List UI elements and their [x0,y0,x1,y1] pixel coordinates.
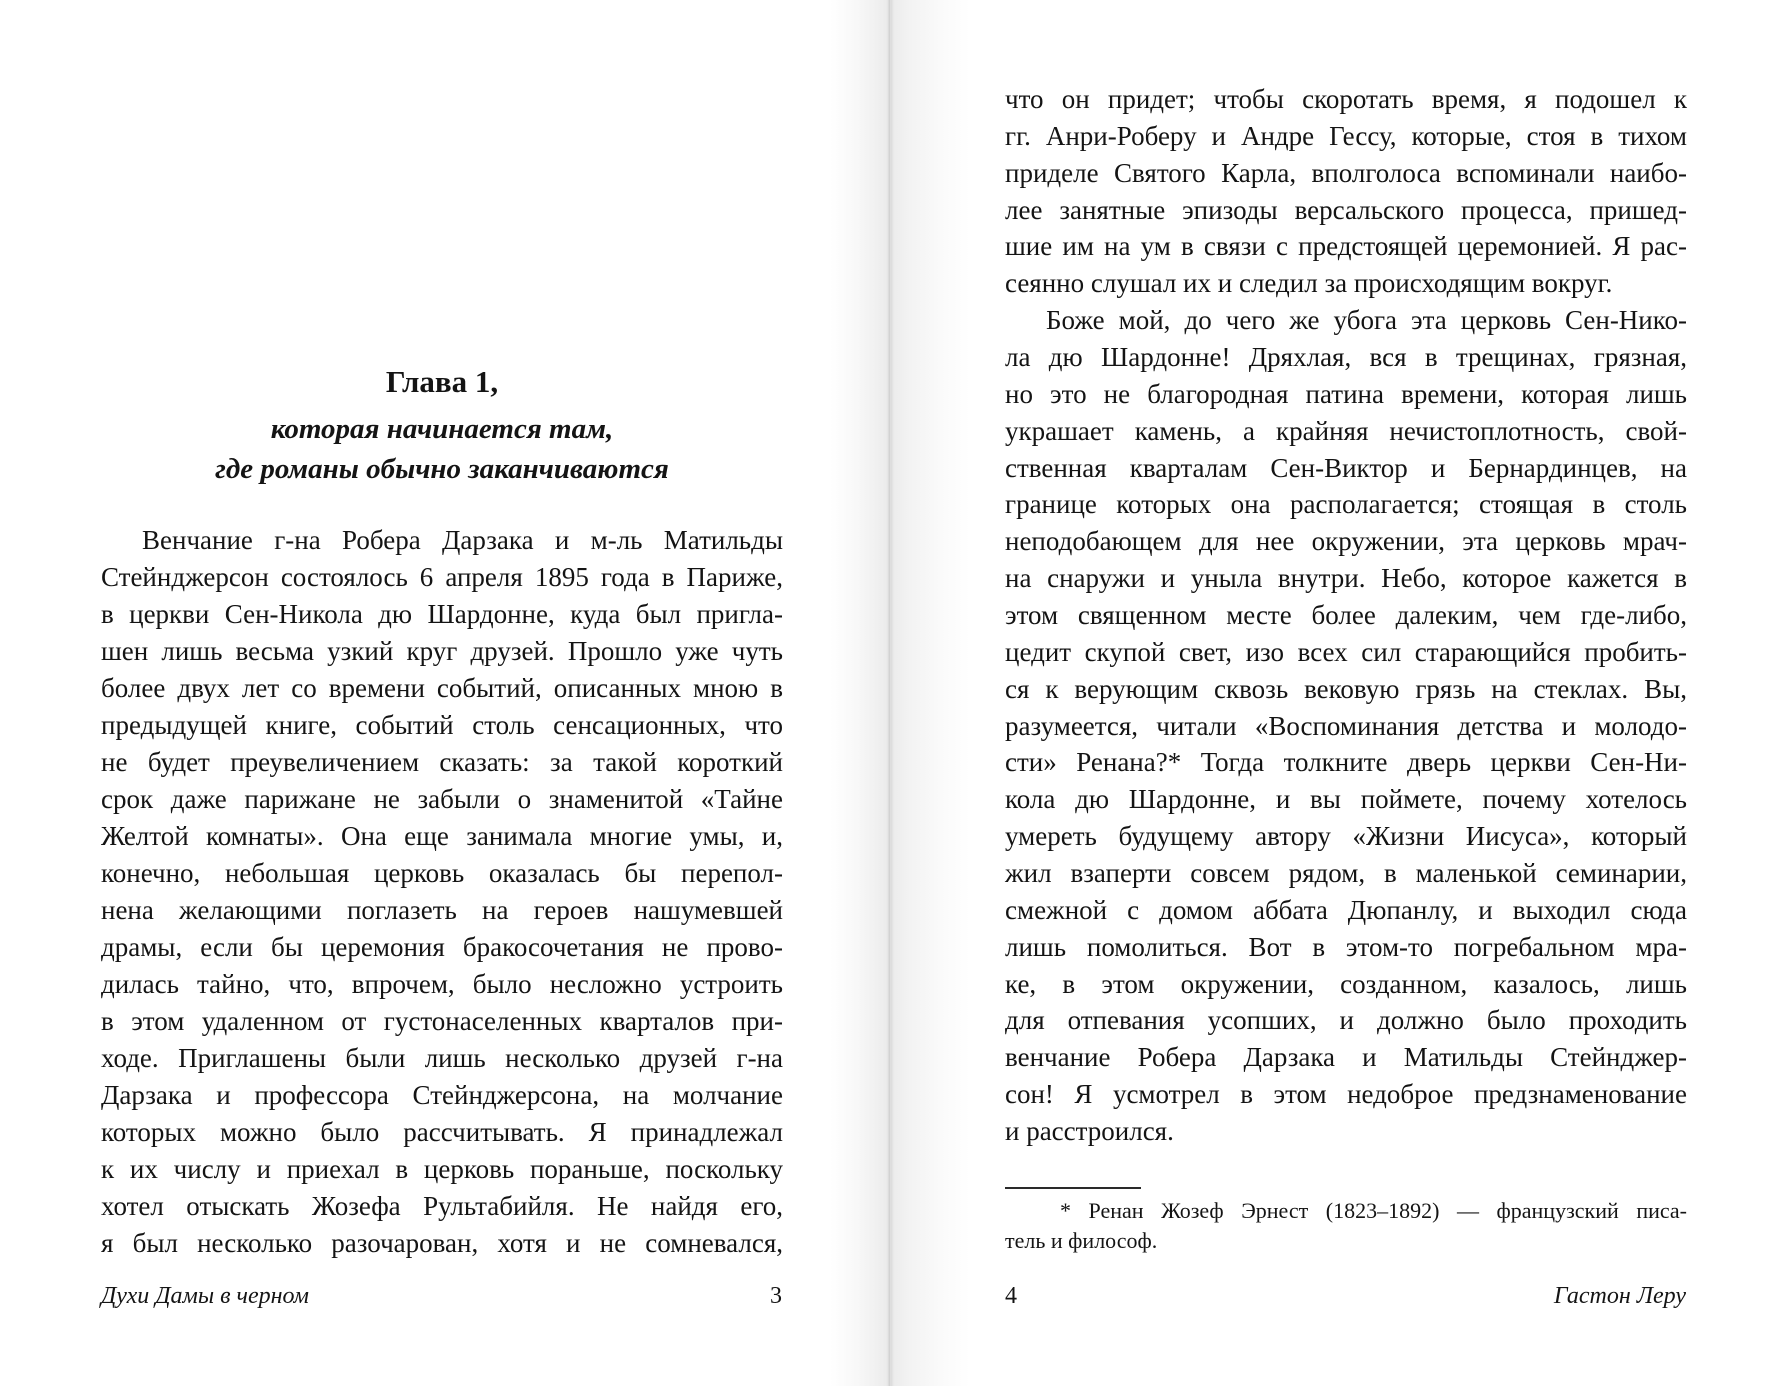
text-line: Боже мой, до чего же убога эта церковь Сен-Нико- [1046,305,1687,336]
text-line: жил взаперти совсем рядом, в маленькой семинарии, [1005,858,1687,888]
footnote [1005,1196,1687,1256]
text-line: лее занятные эпизоды версальского процесса, пришед- [1005,194,1687,225]
text-line: ся к верующим сквозь вековую грязь на стеклах. Вы, [1005,673,1687,704]
text-line: умереть будущему автору «Жизни Иисуса», который [1005,821,1687,852]
text-line: украшает камень, а крайняя нечистоплотность, свой- [1005,415,1687,446]
text-line: в этом удаленном от густонаселенных кварталов при- [101,1006,783,1036]
text-line: Дарзака и профессора Стейнджерсона, на молчание [101,1080,783,1110]
text-line: ла дю Шардонне! Дряхлая, вся в трещинах, грязная, [1005,342,1687,372]
footnote-separator [1005,1187,1141,1189]
text-line: к их числу и приехал в церковь пораньше, поскольку [101,1154,783,1184]
page-number-left: 3 [770,1283,782,1309]
text-line: ственная кварталам Сен-Виктор и Бернардинцев, на [1005,452,1687,483]
text-line: Венчание г-на Робера Дарзака и м-ль Матильды [142,525,783,555]
text-line: неподобающем для нее окружении, эта церковь мрач- [1005,526,1687,557]
text-line: кола дю Шардонне, и вы поймете, почему хотелось [1005,784,1687,815]
footnote-line: * Ренан Жозеф Эрнест (1823–1892) — французский писа- [1060,1198,1687,1223]
text-line: хотел отыскать Жозефа Рультабийля. Не найдя его, [101,1191,783,1221]
page-number-right: 4 [1005,1283,1017,1309]
text-line: но это не благородная патина времени, которая лишь [1005,378,1687,409]
running-footer-book-title: Духи Дамы в черном [101,1283,309,1309]
chapter-subtitle-line: которая начинается там, [270,413,614,445]
text-line: сти» Ренана?* Тогда толкните дверь церкви Сен-Ни- [1005,747,1687,778]
text-line: венчание Робера Дарзака и Матильды Стейнджер- [1005,1042,1687,1073]
book-spine [888,0,891,1386]
text-line: срок даже парижане не забыли о знаменитой «Тайне [101,784,783,814]
text-line: ходе. Приглашены были лишь несколько друзей г-на [101,1043,783,1073]
footnote-line: тель и философ. [1005,1228,1158,1253]
text-line: границе которых она располагается; стоящая в столь [1005,489,1687,520]
text-line: сеянно слушал их и следил за происходящим вокруг. [1005,268,1613,299]
text-line: для отпевания усопших, и должно было проходить [1005,1005,1687,1036]
text-line: смежной с домом аббата Дюпанлу, и выходил сюда [1005,894,1687,925]
text-line: что он придет; чтобы скоротать время, я подошел к [1005,84,1687,114]
text-line: которых можно было рассчитывать. Я принадлежал [101,1117,783,1147]
text-line: в церкви Сен-Никола дю Шардонне, куда был пригла- [101,599,783,629]
text-line: шен лишь весьма узкий круг друзей. Прошло уже чуть [101,636,783,666]
text-line: сон! Я усмотрел в этом недоброе предзнаменование [1005,1079,1687,1110]
text-line: шие им на ум в связи с предстоящей церемонией. Я рас- [1005,231,1687,262]
text-line: не будет преувеличением сказать: за такой короткий [101,747,783,777]
text-line: более двух лет со времени событий, описанных мною в [101,673,783,703]
chapter-title: Глава 1, [385,364,499,399]
text-line: разумеется, читали «Воспоминания детства и молодо- [1005,710,1687,741]
text-line: и расстроился. [1005,1116,1174,1146]
text-line: предыдущей книге, событий столь сенсационных, что [101,710,783,740]
text-line: приделе Святого Карла, вполголоса вспоминали наибо- [1005,157,1687,188]
text-line: этом священном месте более далеким, чем где-либо, [1005,600,1687,630]
text-line: конечно, небольшая церковь оказалась бы перепол- [101,858,783,888]
text-line: лишь помолиться. Вот в этом-то погребальном мра- [1005,931,1687,962]
text-line: драмы, если бы церемония бракосочетания не прово- [101,932,783,962]
text-line: дилась тайно, что, впрочем, было несложно устроить [101,969,783,999]
text-line: я был несколько разочарован, хотя и не сомневался, [101,1228,783,1258]
text-line: Желтой комнаты». Она еще занимала многие умы, и, [101,821,783,851]
text-line: Стейнджерсон состоялось 6 апреля 1895 года в Париже, [101,562,783,592]
running-footer-author: Гастон Леру [1553,1283,1686,1309]
text-line: ке, в этом окружении, созданном, казалось, лишь [1005,968,1687,999]
chapter-subtitle-line: где романы обычно заканчиваются [215,453,669,485]
text-line: цедит скупой свет, изо всех сил старающийся пробить- [1005,636,1687,667]
text-line: нена желающими поглазеть на героев нашумевшей [101,895,783,925]
text-line: на снаружи и уныла внутри. Небо, которое кажется в [1005,563,1687,594]
text-line: гг. Анри-Роберу и Андре Гессу, которые, стоя в тихом [1005,120,1687,151]
chapter-subtitle [101,409,783,489]
